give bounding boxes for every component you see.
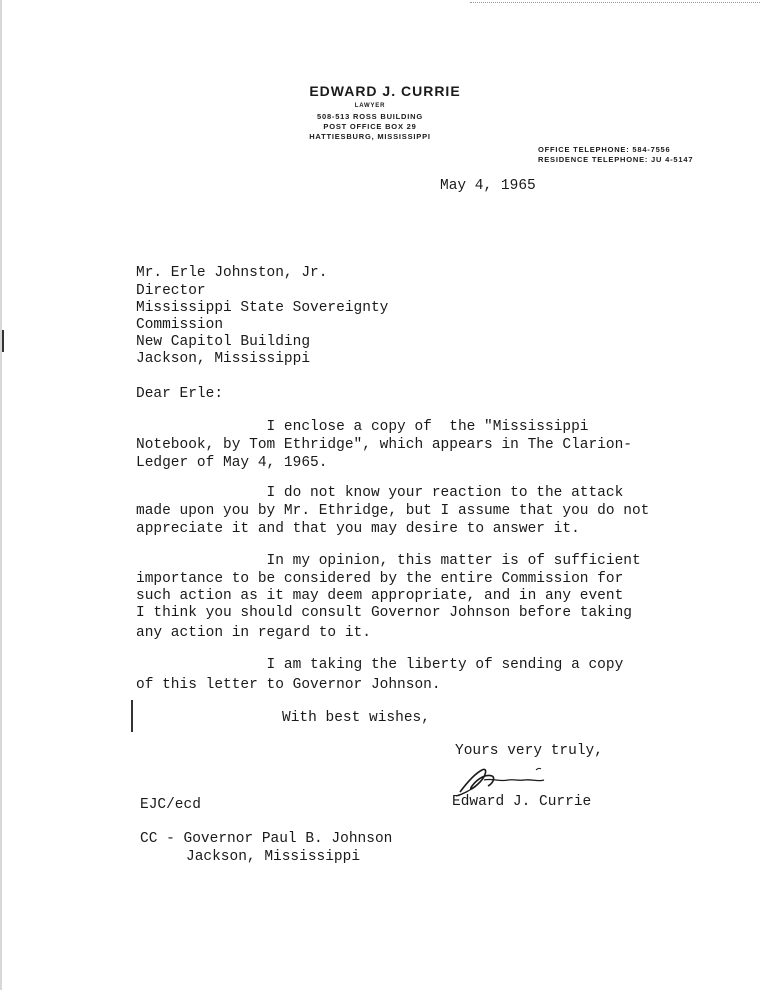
- typist-initials: EJC/ecd: [140, 797, 201, 813]
- paragraph-line: I do not know your reaction to the attack: [136, 485, 624, 501]
- recipient-line: Mr. Erle Johnston, Jr.: [136, 265, 328, 281]
- paragraph-line: I enclose a copy of the "Mississippi: [136, 419, 589, 435]
- paragraph-line: I am taking the liberty of sending a copy: [136, 657, 624, 673]
- letter-date: May 4, 1965: [440, 178, 536, 194]
- paragraph-line: any action in regard to it.: [136, 625, 371, 641]
- recipient-line: Mississippi State Sovereignty: [136, 300, 389, 316]
- recipient-line: Commission: [136, 317, 224, 333]
- office-phone: OFFICE TELEPHONE: 584-7556: [538, 145, 671, 154]
- paragraph-line: Ledger of May 4, 1965.: [136, 455, 328, 471]
- recipient-line: New Capitol Building: [136, 334, 311, 350]
- paragraph-line: In my opinion, this matter is of sufficient: [136, 553, 641, 569]
- cc-line: Jackson, Mississippi: [186, 849, 361, 865]
- scan-edge-top: [470, 2, 760, 4]
- scan-edge: [0, 0, 2, 990]
- paragraph-line: of this letter to Governor Johnson.: [136, 677, 441, 693]
- letterhead-address1: 508-513 ROSS BUILDING: [317, 112, 423, 121]
- residence-phone: RESIDENCE TELEPHONE: JU 4-5147: [538, 155, 694, 164]
- salutation: Dear Erle:: [136, 386, 224, 402]
- recipient-line: Director: [136, 283, 206, 299]
- letterhead-address2: POST OFFICE BOX 29: [323, 122, 417, 131]
- letterhead-title: LAWYER: [354, 103, 386, 109]
- recipient-line: Jackson, Mississippi: [136, 351, 311, 367]
- scan-mark: [131, 700, 133, 732]
- best-wishes: With best wishes,: [282, 710, 430, 726]
- cc-line: CC - Governor Paul B. Johnson: [140, 831, 393, 847]
- signer-name: Edward J. Currie: [452, 794, 592, 810]
- letterhead-name: EDWARD J. CURRIE: [309, 83, 461, 99]
- paragraph-line: importance to be considered by the entire Commission for: [136, 571, 624, 587]
- paragraph-line: made upon you by Mr. Ethridge, but I assume that you do not: [136, 503, 650, 519]
- paragraph-line: I think you should consult Governor Johnson before taking: [136, 605, 632, 621]
- closing: Yours very truly,: [455, 743, 603, 759]
- paragraph-line: such action as it may deem appropriate, and in any event: [136, 588, 624, 604]
- letterhead-city: HATTIESBURG, MISSISSIPPI: [309, 132, 431, 141]
- paragraph-line: appreciate it and that you may desire to answer it.: [136, 521, 580, 537]
- paragraph-line: Notebook, by Tom Ethridge", which appears in The Clarion-: [136, 437, 632, 453]
- scan-mark: [2, 330, 4, 352]
